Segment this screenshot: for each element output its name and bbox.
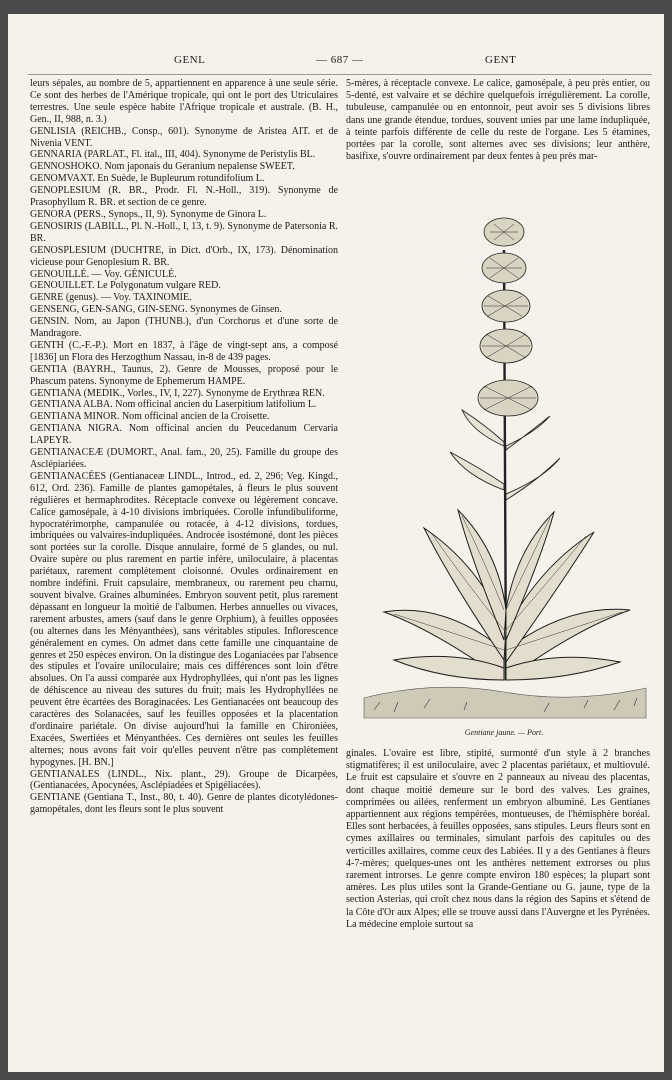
entry-gentianaceae: GENTIANACEÆ (DUMORT., Anal. fam., 20, 25). Famille du groupe des Asclépiariées. <box>30 447 338 470</box>
right-column-bottom <box>346 748 650 931</box>
right-column-top-text: 5-mères, à réceptacle convexe. Le calice, gamosépale, à peu près entier, ou 5-denté, est valvaire et se déchire quelquefois irrégulièrement. La corolle, tubuleuse, campanulée ou en entonnoir, peut avoir ses 5 divisions libres dans une grande étendue, tordues, souvent unies par une lame indupliquée, à teinte parfois différente de celle du reste de l'organe. Les 5 étamines, portées par la corolle, sont alternes avec ses divisions; leur anthère, basifixe, s'ouvre ordinairement par deux fentes à peu près mar- <box>346 78 650 163</box>
entry-gentia: GENTIA (BAYRH., Taunus, 2). Genre de Mousses, proposé pour le Phascum patens. Synonyme de Ephemerum HAMPE. <box>30 363 338 387</box>
dictionary-page <box>8 14 664 1072</box>
entry-gentianales: GENTIANALES (LINDL., Nix. plant., 29). Groupe de Dicarpées, (Gentianacées, Apocynées, Asclépiadées et Spigéliacées). <box>30 768 338 792</box>
entry-gentiana-nigra: GENTIANA NIGRA. Nom officinal ancien du Peucedanum Cervaria LAPEYR. <box>30 423 338 447</box>
entry-genomvaxt: GENOMVAXT. En Suède, le Bupleurum rotundifolium L. <box>30 173 265 185</box>
header-rule <box>28 74 652 75</box>
entry-gentiana-minor: GENTIANA MINOR. Nom officinal ancien de la Croisette. <box>30 411 270 423</box>
right-column-top <box>346 78 650 163</box>
entry-continuation: leurs sépales, au nombre de 5, appartiennent en apparence à une seule série. Ce sont des herbes de l'Amérique tropicale, qui ont le port des Utriculaires terrestres. Une seule espèce habite l'Afrique tropicale et australe. (B. H., Gen., II, 988, n. 3.) <box>30 78 338 125</box>
entry-genosiris: GENOSIRIS (LABILL., Pl. N.-Holl., I, 13, t. 9). Synonyme de Patersonia R. BR. <box>30 220 338 244</box>
left-column <box>30 78 338 816</box>
entry-genre: GENRE (genus). — Voy. TAXINOMIE. <box>30 292 192 304</box>
header-right-keyword: GENT <box>485 54 517 66</box>
entry-genouillet: GENOUILLET. Le Polygonatum vulgare RED. <box>30 280 221 292</box>
entry-gentiane: GENTIANE (Gentiana T., Inst., 80, t. 40). Genre de plantes dicotylédones-gamopétales, dont les fleurs sont le plus souvent <box>30 792 338 816</box>
gentian-illustration <box>354 210 654 730</box>
entry-gentianacees: GENTIANACÉES (Gentianaceæ LINDL., Introd., ed. 2, 296; Veg. Kingd., 612, Ord. 236). Famille de plantes gamopétales, à fleurs le plus souvent régulières et hermaphrodites. Réceptacle convexe ou légèrement concave. Calice gamosépale, à 4-10 divisions imbriquées. Corolle infundibuliforme, hypocratérimorphe, campanulée ou rotacée, à 4-12 divisions, tordues, imbriquées ou valvaires-indupliquées. Androcée isostémoné, dont les pièces sont portées sur la corolle. Disque annulaire, formé de 5 glandes, ou nul. Ovaire supère ou plus rarement en partie infère, uniloculaire, à placentas pariétaux, rarement complètement cloisonné. Ovules ordinairement en nombre indéfini. Fruit capsulaire, membraneux, ou rarement peu charnu, souvent bivalve. Graines albuminées. Embryon souvent petit, plus rarement dépassant en longueur la moitié de l'albumen. Herbes annuelles ou vivaces, rarement arbustes, amers (sauf dans le genre Orphium), à feuilles opposées (ou alternes dans les Ményanthées), sans véritables stipules. Inflorescence généralement en cymes. On admet dans cette famille une cinquantaine de genres et 250 espèces environ. On la distingue des Loganiacées par l'absence des stipules et l'ovaire uniloculaire; mais ces différences sont loin d'être absolues. On l'a aussi comparée aux Hydrophyllées, qui n'ont pas les lignes de déhiscence au niveau des sutures du fruit; mais les Hydrophyllées ne peuvent être écartées des Boraginacées. Les Gentianacées ont beaucoup des caractères des Solanacées, sauf les feuilles opposées et la placentation d'ordinaire pariétale. On divise aujourd'hui la famille en Chironiées, Exacées, Swertiées et Ményanthées. Ces dernières ont seules les feuilles alternes; nous avons fait voir qu'elles peuvent n'être pas complètement hypogynes. [H. BN.] <box>30 470 338 768</box>
entry-gentiana-alba: GENTIANA ALBA. Nom officinal ancien du Laserpitium latifolium L. <box>30 399 317 411</box>
gentian-plant-engraving <box>354 210 654 730</box>
right-column-bottom-text: ginales. L'ovaire est libre, stipité, surmonté d'un style à 2 branches stigmatifères; il est uniloculaire, avec 2 placentas pariétaux, et multiovulé. Le fruit est capsulaire et s'ouvre en 2 panneaux au niveau des placentas, dont chaque moitié demeure sur le bord des valves. Les graines, comprimées ou ailées, renferment un embryon albuminé. Les Gentianes appartiennent aux régions tempérées, montueuses, de l'hémisphère boréal. Elles sont herbacées, à feuilles opposées, sans stipules. Leurs fleurs sont en cymes axillaires ou terminales, simulant parfois des capitules ou des verticilles axillaires, comme ceux des Labiées. Il y a des Gentianes à fleurs 4-7-mères; quelques-unes ont les anthères nettement extrorses ou plus rarement introrses. Le genre compte environ 180 espèces; la plupart sont amères. Les plus utiles sont la Grande-Gentiane ou G. jaune, type de la section Asterias, qui croît chez nous dans la région des Sapins et s'étend de la Côte d'Or aux Alpes; elle se trouve aussi dans l'Auvergne et les Pyrénées. La médecine emploie surtout sa <box>346 748 650 930</box>
entry-gennoshoko: GENNOSHOKO. Nom japonais du Geranium nepalense SWEET. <box>30 161 295 173</box>
entry-genth: GENTH (C.-F.-P.). Mort en 1837, à l'âge de vingt-sept ans, a composé [1836] un Flora des Herzogthum Nassau, in-8 de 439 pages. <box>30 339 338 363</box>
running-head <box>8 54 664 70</box>
entry-gentiana: GENTIANA (MEDIK., Vorles., IV, I, 227). Synonyme de Erythræa REN. <box>30 387 325 399</box>
entry-gensin: GENSIN. Nom, au Japon (THUNB.), d'un Corchorus et d'une sorte de Mandragore. <box>30 316 338 340</box>
figure-caption: Gentiane jaune. — Port. <box>464 728 544 737</box>
entry-genosplesium: GENOSPLESIUM (DUCHTRE, in Dict. d'Orb., IX, 173). Dénomination vicieuse pour Genoplesium R. BR. <box>30 244 338 268</box>
entry-genseng: GENSENG, GEN-SANG, GIN-SENG. Synonymes de Ginsen. <box>30 304 282 316</box>
entry-gennaria: GENNARIA (PARLAT., Fl. ital., III, 404). Synonyme de Peristylis BL. <box>30 149 316 161</box>
header-left-keyword: GENL <box>174 54 206 66</box>
page-number: — 687 — <box>316 54 364 66</box>
entry-genouille: GENOUILLÉ. — Voy. GÉNICULÉ. <box>30 268 177 280</box>
entry-genora: GENORA (PERS., Synops., II, 9). Synonyme de Ginora L. <box>30 208 267 220</box>
entry-genoplesium: GENOPLESIUM (R. BR., Prodr. Fl. N.-Holl., 319). Synonyme de Prasophyllum R. BR. et section de ce genre. <box>30 185 338 209</box>
entry-genlisia: GENLISIA (REICHB., Consp., 601). Synonyme de Aristea AIT. et de Nivenia VENT. <box>30 125 338 149</box>
